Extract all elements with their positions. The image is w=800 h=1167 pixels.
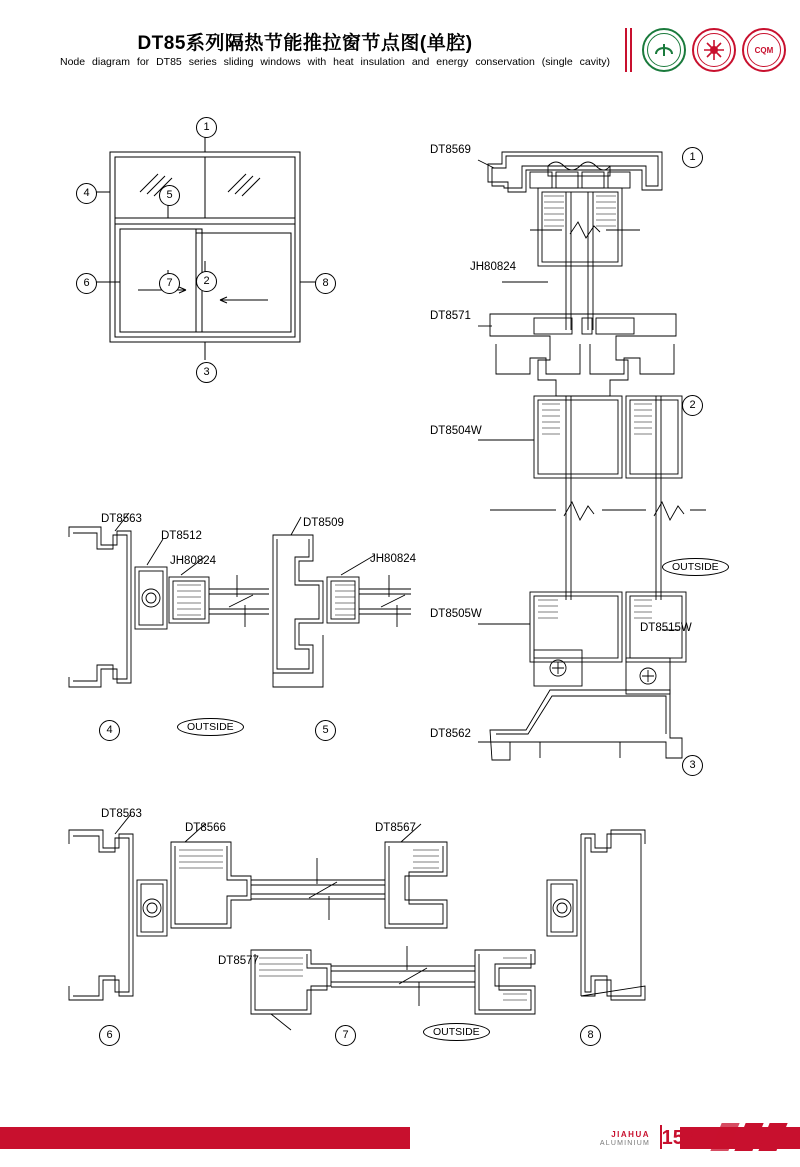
callout-5: 5 bbox=[159, 185, 180, 206]
logo-ring-icon bbox=[697, 33, 731, 67]
label-dt8512: DT8512 bbox=[161, 530, 202, 542]
cqm-logo-text: CQM bbox=[754, 45, 774, 55]
label-dt8562: DT8562 bbox=[430, 728, 471, 740]
label-dt8509: DT8509 bbox=[303, 517, 344, 529]
logo-ring-icon bbox=[647, 33, 681, 67]
footer-brand-name: JIAHUA bbox=[611, 1130, 650, 1140]
horizontal-section-detail-678 bbox=[55, 800, 675, 1070]
callout-1: 1 bbox=[196, 117, 217, 138]
label-dt8563-mid: DT8563 bbox=[101, 513, 142, 525]
label-jh80824-vert: JH80824 bbox=[470, 261, 517, 273]
logo-ring-icon bbox=[747, 33, 781, 67]
label-dt8567: DT8567 bbox=[375, 822, 416, 834]
callout-7: 7 bbox=[159, 273, 180, 294]
label-jh80824-right: JH80824 bbox=[370, 553, 417, 565]
callout-h-4: 4 bbox=[99, 720, 120, 741]
outside-marker-bottom: OUTSIDE bbox=[423, 1023, 490, 1041]
vertical-section-detail bbox=[430, 130, 750, 790]
callout-h-8: 8 bbox=[580, 1025, 601, 1046]
cqm-logo bbox=[742, 28, 786, 72]
logo-group bbox=[640, 28, 790, 74]
header-divider-2 bbox=[630, 28, 632, 72]
certification-logo bbox=[692, 28, 736, 72]
label-dt8577: DT8577 bbox=[218, 955, 259, 967]
callout-6: 6 bbox=[76, 273, 97, 294]
label-dt8571: DT8571 bbox=[430, 310, 471, 322]
label-dt8566: DT8566 bbox=[185, 822, 226, 834]
window-elevation bbox=[78, 121, 338, 390]
page-number: 157 bbox=[661, 1127, 695, 1149]
footer-brand bbox=[600, 1131, 650, 1147]
page-title: DT85系列隔热节能推拉窗节点图(单腔) bbox=[137, 33, 473, 54]
label-dt8563-bottom: DT8563 bbox=[101, 808, 142, 820]
callout-2: 2 bbox=[196, 271, 217, 292]
outside-marker-vertical: OUTSIDE bbox=[662, 558, 729, 576]
label-dt8515w: DT8515W bbox=[640, 622, 692, 634]
elevation-drawing bbox=[78, 130, 338, 390]
callout-h-7: 7 bbox=[335, 1025, 356, 1046]
page-footer bbox=[0, 1109, 800, 1167]
callout-4: 4 bbox=[76, 183, 97, 204]
label-dt8504w: DT8504W bbox=[430, 425, 482, 437]
footer-arrow-decor bbox=[702, 1123, 782, 1151]
label-dt8569: DT8569 bbox=[430, 144, 471, 156]
callout-h-6: 6 bbox=[99, 1025, 120, 1046]
callout-vert-1: 1 bbox=[682, 147, 703, 168]
page-subtitle: Node diagram for DT85 series sliding windows with heat insulation and energy conservation (single cavity) bbox=[60, 56, 610, 68]
callout-h-5: 5 bbox=[315, 720, 336, 741]
jiahua-logo bbox=[642, 28, 686, 72]
callout-8: 8 bbox=[315, 273, 336, 294]
vertical-section-drawing bbox=[430, 130, 750, 790]
label-dt8505w: DT8505W bbox=[430, 608, 482, 620]
outside-marker-mid: OUTSIDE bbox=[177, 718, 244, 736]
callout-3: 3 bbox=[196, 362, 217, 383]
header-divider bbox=[625, 28, 627, 72]
page-header bbox=[0, 0, 800, 96]
callout-vert-3: 3 bbox=[682, 755, 703, 776]
callout-vert-2: 2 bbox=[682, 395, 703, 416]
horizontal-section-detail-45 bbox=[55, 505, 435, 770]
label-jh80824-left: JH80824 bbox=[170, 555, 217, 567]
footer-brand-sub: ALUMINIUM bbox=[599, 1139, 650, 1147]
